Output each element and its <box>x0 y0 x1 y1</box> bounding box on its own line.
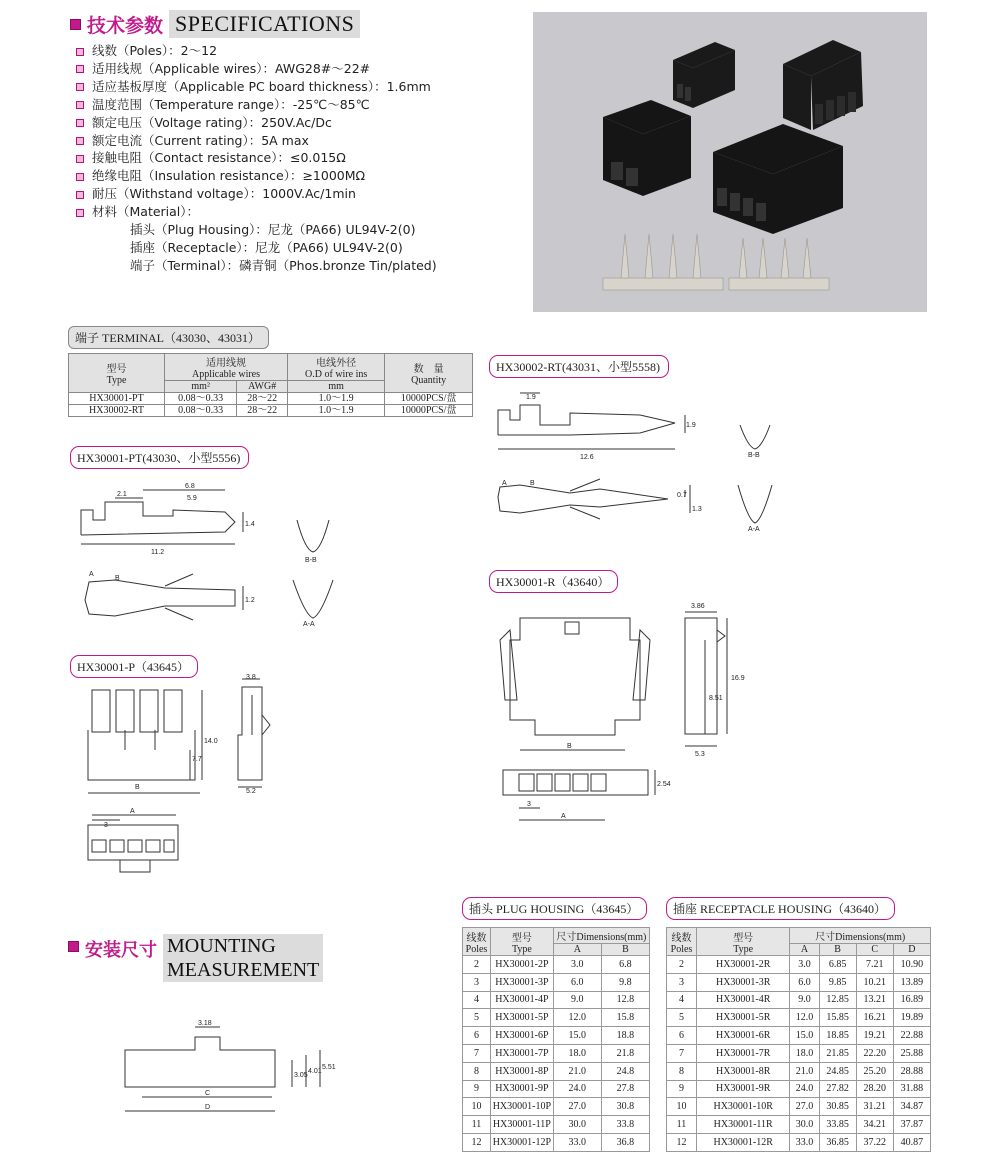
col-poles-en: Poles <box>465 943 488 955</box>
col-b: B <box>819 944 856 956</box>
spec-item <box>76 60 437 78</box>
dim-text: 1.4 <box>245 521 255 528</box>
spec-item <box>76 167 437 185</box>
cell: 12.0 <box>553 1009 601 1027</box>
r-receptacle-drawing <box>495 600 755 830</box>
dim-text: 5.3 <box>695 751 705 758</box>
cell: 30.0 <box>553 1116 601 1134</box>
dim-text: 3 <box>527 801 531 808</box>
cell: HX30001-12R <box>697 1133 790 1151</box>
cell: HX30001-10P <box>491 1098 554 1116</box>
dim-text: 3.8 <box>246 674 256 681</box>
cell: 1.0～1.9 <box>288 393 385 405</box>
cell: HX30002-RT <box>69 405 165 417</box>
cell: 0.08～0.33 <box>165 393 237 405</box>
dim-text: B-B <box>305 557 317 564</box>
col-type-en: Type <box>106 375 127 386</box>
cell: 25.20 <box>856 1062 893 1080</box>
p-plug-drawing <box>80 675 300 885</box>
col-wires-en: Applicable wires <box>191 369 261 380</box>
col-wires <box>165 354 288 381</box>
bullet-icon <box>76 191 84 199</box>
cell: 15.0 <box>553 1027 601 1045</box>
cell: 12.0 <box>790 1009 819 1027</box>
cell: HX30001-3P <box>491 973 554 991</box>
dim-text: A-A <box>748 526 760 533</box>
col-poles <box>463 928 491 956</box>
cell: 27.0 <box>790 1098 819 1116</box>
mounting-header <box>68 934 323 982</box>
cell: 9.8 <box>601 973 649 991</box>
cell: HX30001-8R <box>697 1062 790 1080</box>
dim-text: 11.2 <box>151 549 165 556</box>
spec-item <box>76 96 437 114</box>
dim-text: 14.0 <box>204 738 218 745</box>
spec-label: 材料（Material） <box>92 204 187 220</box>
bullet-icon <box>76 48 84 56</box>
cell: 1.0～1.9 <box>288 405 385 417</box>
mounting-drawing <box>120 1015 350 1125</box>
col-type <box>491 928 554 956</box>
table-row <box>463 1062 650 1080</box>
table-row <box>463 1098 650 1116</box>
material-label: 插头（Plug Housing） <box>130 222 256 238</box>
col-dims: 尺寸Dimensions(mm) <box>790 928 931 944</box>
cell: HX30001-11R <box>697 1116 790 1134</box>
spec-value: ：≤0.015Ω <box>277 150 346 166</box>
spec-value: ：250V.Ac/Dc <box>248 114 332 130</box>
spec-value: ：≥1000MΩ <box>289 168 366 184</box>
dim-text: 7.7 <box>192 756 202 763</box>
dim-text: 5.2 <box>246 788 256 795</box>
cell: 18.0 <box>553 1044 601 1062</box>
mounting-title-cn: 安装尺寸 <box>85 940 157 961</box>
cell: 28～22 <box>237 405 288 417</box>
dim-text: B-B <box>748 452 760 459</box>
dim-text: 1.9 <box>526 394 536 401</box>
table-row <box>463 991 650 1009</box>
col-dims: 尺寸Dimensions(mm) <box>553 928 649 944</box>
col-type-cn: 型号 <box>733 932 754 944</box>
col-qty <box>385 354 473 393</box>
cell: 18.8 <box>601 1027 649 1045</box>
cell: HX30001-6P <box>491 1027 554 1045</box>
col-a: A <box>790 944 819 956</box>
dim-text: 16.9 <box>731 675 745 682</box>
cell: 33.0 <box>790 1133 819 1151</box>
dim-text: A <box>89 571 94 578</box>
cell: 37.22 <box>856 1133 893 1151</box>
dim-text: D <box>205 1104 211 1111</box>
bullet-icon <box>76 101 84 109</box>
spec-label: 适用线规（Applicable wires） <box>92 60 263 76</box>
cell: 27.8 <box>601 1080 649 1098</box>
cell: 12 <box>667 1133 697 1151</box>
cell: 34.87 <box>893 1098 930 1116</box>
cell: 30.85 <box>819 1098 856 1116</box>
cell: 4 <box>463 991 491 1009</box>
dim-text: 2.54 <box>657 781 671 788</box>
cell: HX30001-7P <box>491 1044 554 1062</box>
spec-label: 额定电压（Voltage rating） <box>92 114 249 130</box>
spec-label: 接触电阻（Contact resistance） <box>92 150 278 166</box>
specifications-header <box>70 10 360 38</box>
cell: 10 <box>463 1098 491 1116</box>
magenta-square-icon <box>70 19 81 30</box>
cell: 16.89 <box>893 991 930 1009</box>
dim-text: 1.3 <box>692 506 702 513</box>
cell: 6.85 <box>819 956 856 974</box>
receptacle-housing-table <box>666 927 931 1152</box>
cell: 9 <box>463 1080 491 1098</box>
cell: 21.0 <box>553 1062 601 1080</box>
pt-terminal-drawing <box>75 480 335 630</box>
cell: 24.0 <box>553 1080 601 1098</box>
dim-text: 5.51 <box>322 1064 336 1071</box>
mounting-title-en <box>163 934 323 982</box>
cell: 10.90 <box>893 956 930 974</box>
pt-label: HX30001-PT(43030、小型5556) <box>70 446 249 469</box>
material-item <box>76 221 437 239</box>
col-mm2: mm² <box>165 381 237 393</box>
cell: 11 <box>463 1116 491 1134</box>
col-type-en: Type <box>733 943 754 955</box>
col-type <box>697 928 790 956</box>
cell: 0.08～0.33 <box>165 405 237 417</box>
col-awg: AWG# <box>237 381 288 393</box>
cell: 36.85 <box>819 1133 856 1151</box>
bullet-icon <box>76 209 84 217</box>
table-row <box>667 1080 931 1098</box>
table-row <box>463 1116 650 1134</box>
cell: 18.85 <box>819 1027 856 1045</box>
spec-label: 耐压（Withstand voltage） <box>92 186 250 202</box>
cell: 24.0 <box>790 1080 819 1098</box>
dim-text: B <box>567 743 572 750</box>
rt-label: HX30002-RT(43031、小型5558) <box>489 355 669 378</box>
material-value: ：磷青铜（Phos.bronze Tin/plated) <box>226 257 437 273</box>
spec-label: 线数（Poles） <box>92 43 169 58</box>
cell: 3 <box>667 973 697 991</box>
cell: 31.88 <box>893 1080 930 1098</box>
dim-text: A-A <box>303 621 315 628</box>
plug-housing-label: 插头 PLUG HOUSING（43645） <box>462 897 647 920</box>
mounting-title-en-1: MOUNTING <box>167 935 276 957</box>
dim-text: 1.2 <box>245 597 255 604</box>
table-row <box>667 1062 931 1080</box>
col-poles-cn: 线数 <box>466 932 487 944</box>
cell: 30.8 <box>601 1098 649 1116</box>
spec-value: ：2～12 <box>168 43 218 58</box>
col-type-cn: 型号 <box>106 364 127 375</box>
cell: HX30001-12P <box>491 1133 554 1151</box>
spec-item <box>76 78 437 96</box>
cell: 37.87 <box>893 1116 930 1134</box>
bullet-icon <box>76 65 84 73</box>
cell: HX30001-3R <box>697 973 790 991</box>
col-mm: mm <box>288 381 385 393</box>
cell: 40.87 <box>893 1133 930 1151</box>
dim-text: A <box>130 808 135 815</box>
material-value: ：尼龙（PA66) UL94V-2(0) <box>242 239 403 255</box>
table-row <box>667 1027 931 1045</box>
dim-text: 1.9 <box>686 422 696 429</box>
cell: HX30001-10R <box>697 1098 790 1116</box>
spec-value: ：AWG28#～22# <box>262 60 371 76</box>
spec-value: ：1.6mm <box>374 78 431 94</box>
col-qty-cn: 数 量 <box>413 364 444 375</box>
cell: 3.0 <box>790 956 819 974</box>
cell: 33.85 <box>819 1116 856 1134</box>
table-row <box>69 393 473 405</box>
connector-photo-illustration <box>533 12 927 312</box>
cell: 8 <box>667 1062 697 1080</box>
cell: 28～22 <box>237 393 288 405</box>
cell: 13.89 <box>893 973 930 991</box>
cell: 33.8 <box>601 1116 649 1134</box>
material-label: 端子（Terminal） <box>130 257 227 273</box>
table-row <box>463 1027 650 1045</box>
spec-item <box>76 185 437 203</box>
cell: 7 <box>463 1044 491 1062</box>
terminal-label: 端子 TERMINAL（43030、43031） <box>68 326 269 349</box>
spec-item <box>76 132 437 150</box>
col-type <box>69 354 165 393</box>
bullet-icon <box>76 173 84 181</box>
bullet-icon <box>76 119 84 127</box>
cell: 27.82 <box>819 1080 856 1098</box>
dim-text: 3.86 <box>691 603 705 610</box>
dim-text: A <box>502 480 507 487</box>
col-poles <box>667 928 697 956</box>
cell: 2 <box>463 956 491 974</box>
cell: 21.0 <box>790 1062 819 1080</box>
cell: 12 <box>463 1133 491 1151</box>
col-c: C <box>856 944 893 956</box>
cell: 10000PCS/盘 <box>385 405 473 417</box>
bullet-icon <box>76 137 84 145</box>
spec-value: ：5A max <box>248 132 309 148</box>
dim-text: 3 <box>104 822 108 829</box>
table-row <box>463 1133 650 1151</box>
cell: 19.89 <box>893 1009 930 1027</box>
cell: 12.85 <box>819 991 856 1009</box>
cell: 10.21 <box>856 973 893 991</box>
col-poles-en: Poles <box>670 943 693 955</box>
table-row <box>667 1133 931 1151</box>
material-value: ：尼龙（PA66) UL94V-2(0) <box>255 222 416 238</box>
cell: 36.8 <box>601 1133 649 1151</box>
col-type-en: Type <box>511 943 532 955</box>
spec-list <box>76 42 437 275</box>
product-photo <box>533 12 927 312</box>
table-row <box>667 1116 931 1134</box>
col-qty-en: Quantity <box>411 375 447 386</box>
spec-title-en: SPECIFICATIONS <box>169 10 360 38</box>
dim-text: C <box>205 1090 211 1097</box>
receptacle-housing-label: 插座 RECEPTACLE HOUSING（43640） <box>666 897 895 920</box>
cell: 12.8 <box>601 991 649 1009</box>
spec-item <box>76 149 437 167</box>
rt-terminal-drawing <box>490 385 780 545</box>
col-od-cn: 电线外径 <box>316 358 357 369</box>
magenta-square-icon <box>68 941 79 952</box>
col-type-cn: 型号 <box>511 932 532 944</box>
dim-text: 3.05 <box>294 1072 308 1079</box>
cell: HX30001-4P <box>491 991 554 1009</box>
cell: 34.21 <box>856 1116 893 1134</box>
col-od <box>288 354 385 381</box>
dim-text: 0.7 <box>677 492 687 499</box>
cell: 22.88 <box>893 1027 930 1045</box>
cell: 4 <box>667 991 697 1009</box>
cell: 15.0 <box>790 1027 819 1045</box>
table-row <box>463 973 650 991</box>
cell: 10000PCS/盘 <box>385 393 473 405</box>
spec-label: 温度范围（Temperature range） <box>92 96 281 112</box>
dim-text: 5.9 <box>187 495 197 502</box>
table-row <box>667 1009 931 1027</box>
cell: 16.21 <box>856 1009 893 1027</box>
spec-title-cn: 技术参数 <box>87 14 164 37</box>
table-row <box>69 405 473 417</box>
cell: 6 <box>463 1027 491 1045</box>
table-row <box>667 1098 931 1116</box>
table-row <box>667 1044 931 1062</box>
cell: 9.0 <box>790 991 819 1009</box>
cell: HX30001-9P <box>491 1080 554 1098</box>
cell: 2 <box>667 956 697 974</box>
dim-text: B <box>135 784 140 791</box>
spec-value: ： <box>186 204 200 220</box>
spec-item <box>76 203 437 221</box>
cell: HX30001-5R <box>697 1009 790 1027</box>
cell: 5 <box>463 1009 491 1027</box>
cell: 6 <box>667 1027 697 1045</box>
spec-item <box>76 114 437 132</box>
cell: HX30001-9R <box>697 1080 790 1098</box>
col-od-en: O.D of wire ins <box>305 369 368 380</box>
cell: HX30001-2R <box>697 956 790 974</box>
dim-text: 3.18 <box>198 1020 212 1027</box>
plug-housing-table <box>462 927 650 1152</box>
cell: 33.0 <box>553 1133 601 1151</box>
dim-text: A <box>561 813 566 820</box>
material-item <box>76 257 437 275</box>
cell: 15.85 <box>819 1009 856 1027</box>
dim-text: B <box>530 480 535 487</box>
p-label: HX30001-P（43645） <box>70 655 198 678</box>
cell: 28.20 <box>856 1080 893 1098</box>
bullet-icon <box>76 83 84 91</box>
col-d: D <box>893 944 930 956</box>
material-item <box>76 239 437 257</box>
cell: 31.21 <box>856 1098 893 1116</box>
cell: 5 <box>667 1009 697 1027</box>
bullet-icon <box>76 155 84 163</box>
cell: HX30001-PT <box>69 393 165 405</box>
cell: 9.85 <box>819 973 856 991</box>
spec-value: ：1000V.Ac/1min <box>249 186 356 202</box>
spec-label: 绝缘电阻（Insulation resistance） <box>92 168 290 184</box>
dim-text: 8.51 <box>709 695 723 702</box>
cell: 21.8 <box>601 1044 649 1062</box>
cell: 10 <box>667 1098 697 1116</box>
cell: 13.21 <box>856 991 893 1009</box>
cell: 7.21 <box>856 956 893 974</box>
cell: HX30001-4R <box>697 991 790 1009</box>
cell: 27.0 <box>553 1098 601 1116</box>
table-row <box>667 991 931 1009</box>
cell: 22.20 <box>856 1044 893 1062</box>
dim-text: 4.01 <box>308 1068 322 1075</box>
table-row <box>463 956 650 974</box>
col-a: A <box>553 944 601 956</box>
cell: 24.8 <box>601 1062 649 1080</box>
cell: HX30001-11P <box>491 1116 554 1134</box>
dim-text: B <box>115 575 120 582</box>
cell: 6.0 <box>553 973 601 991</box>
dim-text: 12.6 <box>580 454 594 461</box>
table-row <box>463 1044 650 1062</box>
cell: HX30001-2P <box>491 956 554 974</box>
cell: HX30001-8P <box>491 1062 554 1080</box>
cell: 28.88 <box>893 1062 930 1080</box>
cell: 24.85 <box>819 1062 856 1080</box>
cell: 6.0 <box>790 973 819 991</box>
cell: HX30001-7R <box>697 1044 790 1062</box>
cell: 8 <box>463 1062 491 1080</box>
cell: 9.0 <box>553 991 601 1009</box>
col-wires-cn: 适用线规 <box>206 358 246 369</box>
dim-text: 2.1 <box>117 491 127 498</box>
cell: 6.8 <box>601 956 649 974</box>
cell: 19.21 <box>856 1027 893 1045</box>
cell: 11 <box>667 1116 697 1134</box>
dim-text: 6.8 <box>185 483 195 490</box>
cell: 3 <box>463 973 491 991</box>
cell: 15.8 <box>601 1009 649 1027</box>
spec-label: 额定电流（Current rating） <box>92 132 249 148</box>
table-row <box>463 1080 650 1098</box>
cell: 30.0 <box>790 1116 819 1134</box>
cell: 3.0 <box>553 956 601 974</box>
col-poles-cn: 线数 <box>671 932 692 944</box>
cell: 25.88 <box>893 1044 930 1062</box>
spec-item <box>76 42 437 60</box>
table-row <box>667 973 931 991</box>
spec-label: 适应基板厚度（Applicable PC board thickness） <box>92 78 375 94</box>
material-label: 插座（Receptacle） <box>130 239 243 255</box>
terminal-table <box>68 353 473 417</box>
spec-value: ：-25℃～85℃ <box>280 96 370 112</box>
cell: 21.85 <box>819 1044 856 1062</box>
cell: 7 <box>667 1044 697 1062</box>
cell: 9 <box>667 1080 697 1098</box>
cell: HX30001-6R <box>697 1027 790 1045</box>
cell: 18.0 <box>790 1044 819 1062</box>
r-label: HX30001-R（43640） <box>489 570 618 593</box>
mounting-title-en-2: MEASUREMENT <box>167 959 320 981</box>
cell: HX30001-5P <box>491 1009 554 1027</box>
col-b: B <box>601 944 649 956</box>
table-row <box>463 1009 650 1027</box>
table-row <box>667 956 931 974</box>
